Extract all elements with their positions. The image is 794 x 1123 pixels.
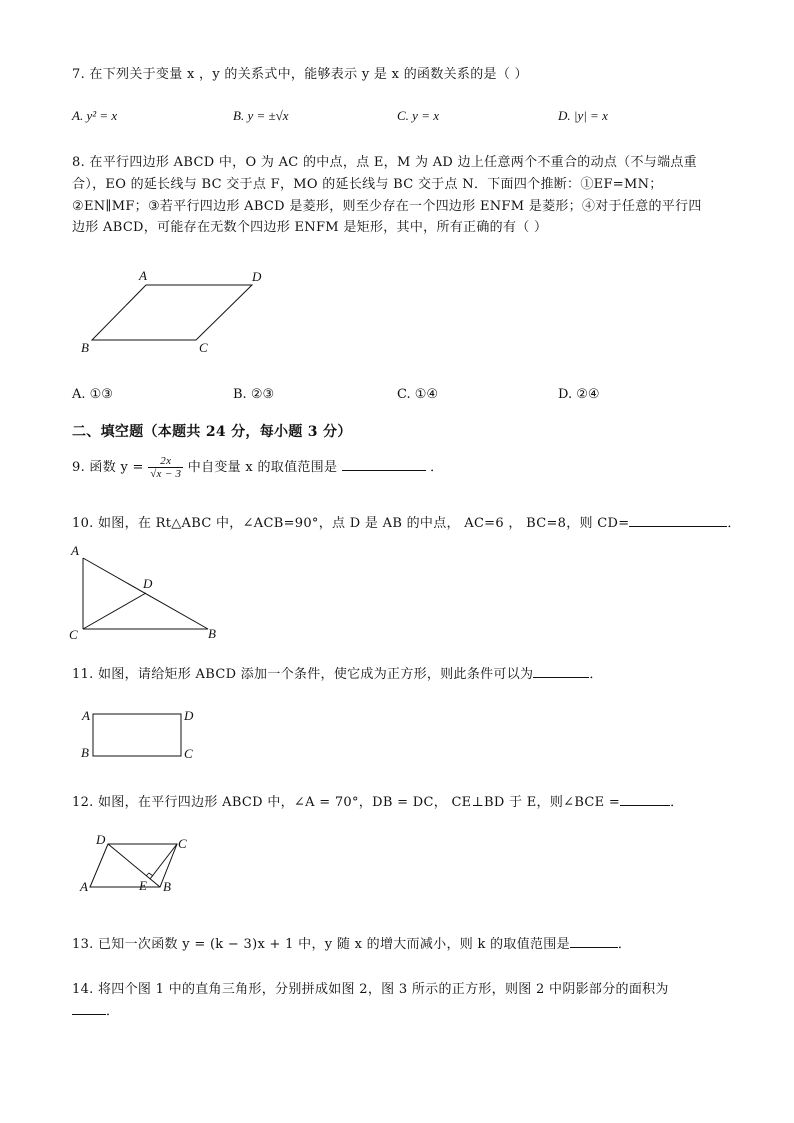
q9-prefix: 9. 函数 y = — [72, 460, 144, 475]
label-a: A — [71, 543, 79, 558]
label-b: B — [208, 626, 216, 641]
q9-suffix: 中自变量 x 的取值范围是 — [187, 460, 338, 475]
median-cd — [83, 593, 146, 629]
section-2-title: 二、填空题（本题共 24 分，每小题 3 分） — [72, 424, 352, 440]
diagonal-db — [108, 844, 160, 887]
q10-answer-blank[interactable] — [629, 514, 727, 527]
q12-stem: 12. 如图，在平行四边形 ABCD 中，∠A = 70°，DB = DC， CE⊥BD 于 E，则∠BCE = — [72, 795, 621, 810]
label-b: B — [81, 745, 89, 760]
rectangle-abcd — [93, 714, 181, 756]
q14-line-2 — [72, 1000, 119, 1019]
label-c: C — [69, 627, 78, 642]
label-e: E — [139, 878, 147, 893]
label-b: B — [81, 340, 89, 355]
q9-end: ． — [430, 460, 444, 475]
q11-stem: 11. 如图，请给矩形 ABCD 添加一个条件，使它成为正方形，则此条件可以为 — [72, 667, 534, 682]
q9-numerator: 2x — [148, 455, 183, 468]
q11-line — [72, 663, 603, 682]
q8-line-1: 8. 在平行四边形 ABCD 中，O 为 AC 的中点，点 E，M 为 AD 边上任意两个不重合的动点（不与端点重 — [72, 155, 697, 170]
q8-line-2: 合），EO 的延长线与 BC 交于点 F，MO 的延长线与 BC 交于点 N．下面四个推断：①EF=MN； — [72, 177, 663, 192]
q9-answer-blank[interactable] — [342, 458, 426, 471]
q11-answer-blank[interactable] — [533, 665, 589, 678]
q10-triangle-figure — [66, 540, 236, 645]
q10-stem: 10. 如图，在 Rt△ABC 中，∠ACB=90°，点 D 是 AB 的中点， AC=6 ， BC=8，则 CD= — [72, 516, 630, 531]
segment-ce — [150, 844, 177, 879]
q14-end: ． — [106, 1004, 120, 1019]
q8-line-4: 边形 ABCD，可能存在无数个四边形 ENFM 是矩形，其中，所有正确的有（ ） — [72, 220, 548, 235]
q7-option-c: C. y = x — [397, 108, 439, 123]
q10-end: ． — [727, 516, 741, 531]
q12-parallelogram-figure — [76, 832, 201, 897]
q8-option-a: A. ①③ — [72, 387, 113, 402]
q7-option-b: B. y = ±√x — [233, 108, 289, 123]
q12-line — [72, 791, 683, 810]
label-a: A — [82, 708, 90, 723]
label-a: A — [139, 268, 147, 283]
q8-line-3: ②EN∥MF；③若平行四边形 ABCD 是菱形，则至少存在一个四边形 ENFM 是菱形；④对于任意的平行四 — [72, 199, 702, 214]
q11-rectangle-figure — [78, 705, 208, 765]
q7-option-d: D. |y| = x — [558, 108, 608, 123]
label-c: C — [184, 746, 193, 761]
right-angle-mark — [146, 873, 153, 876]
q11-end: ． — [589, 667, 603, 682]
q8-parallelogram-figure — [75, 262, 275, 357]
label-d: D — [184, 708, 194, 723]
q9-denominator: √x − 3 — [150, 468, 182, 480]
label-b: B — [163, 879, 171, 894]
q13-end: ． — [617, 937, 632, 952]
parallelogram-abcd — [92, 285, 252, 340]
q12-answer-blank[interactable] — [620, 793, 670, 806]
q7-option-a: A. y² = x — [72, 108, 118, 123]
q7-stem: 7. 在下列关于变量 x ，y 的关系式中，能够表示 y 是 x 的函数关系的是（ ） — [72, 67, 528, 82]
q9-line — [72, 455, 443, 480]
label-d: D — [252, 269, 262, 284]
label-a: A — [80, 879, 88, 894]
q12-end: ． — [670, 795, 684, 810]
label-c: C — [178, 836, 187, 851]
q8-option-b: B. ②③ — [233, 387, 275, 402]
q14-line-1: 14. 将四个图 1 中的直角三角形，分别拼成如图 2，图 3 所示的正方形，则图 2 中阴影部分的面积为 — [72, 982, 669, 997]
q8-option-c: C. ①④ — [397, 387, 439, 402]
q10-line — [72, 512, 741, 531]
q8-option-d: D. ②④ — [558, 387, 600, 402]
q13-line — [72, 933, 631, 952]
label-d: D — [143, 576, 153, 591]
label-d: D — [96, 832, 106, 847]
label-c: C — [199, 340, 208, 355]
q14-answer-blank[interactable] — [72, 1002, 106, 1015]
q13-answer-blank[interactable] — [570, 935, 618, 948]
q13-stem: 13. 已知一次函数 y = (k − 3)x + 1 中，y 随 x 的增大而减小，则 k 的取值范围是 — [72, 937, 570, 952]
q9-fraction — [148, 455, 183, 480]
